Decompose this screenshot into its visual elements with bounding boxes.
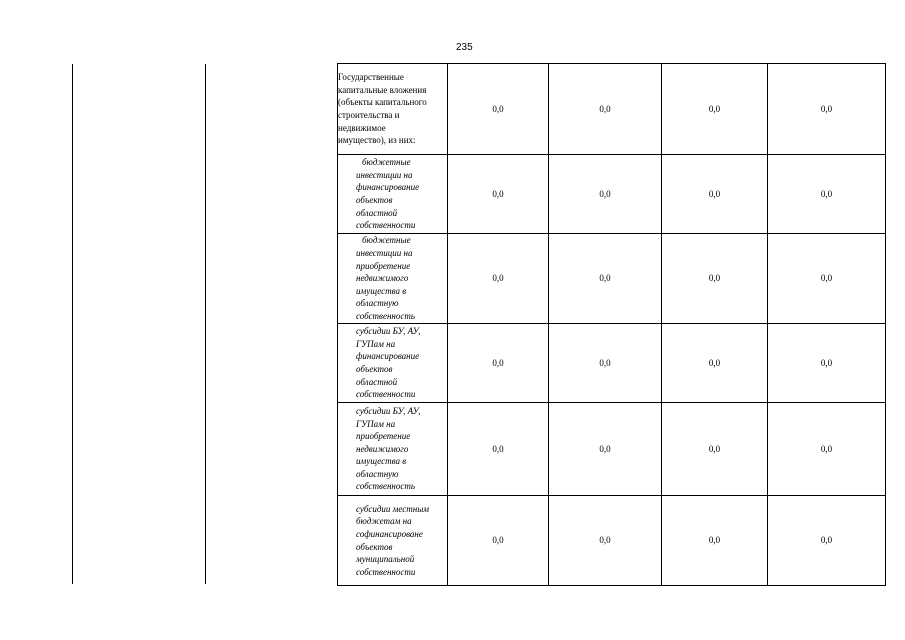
value-cell: 0,0 [448,324,549,403]
value-cell: 0,0 [448,496,549,586]
value-cell: 0,0 [448,234,549,324]
label-line: недвижимое [338,122,386,133]
label-line: областную [356,468,399,479]
value-cell: 0,0 [662,234,768,324]
label-line: собственности [356,566,416,577]
value-cell: 0,0 [549,234,662,324]
label-line: приобретение [356,431,411,442]
table-row [338,324,886,403]
label-line: имущества в [356,285,407,296]
label-line: строительства и [338,110,400,120]
label-line: капитальные вложения [338,84,427,95]
label-line: областной [356,207,398,218]
label-line: приобретение [356,260,411,271]
label-line: недвижимого [356,273,409,284]
value-cell: 0,0 [768,155,886,234]
label-line: областной [356,376,398,387]
label-line: субсидии местным [356,503,430,514]
value-cell: 0,0 [768,403,886,496]
row-label [338,324,448,403]
label-line: (объекты капитального [338,97,427,108]
second-column-border [205,64,206,584]
label-line: объектов [356,541,393,552]
label-line: имущества в [356,456,407,467]
value-cell: 0,0 [768,324,886,403]
page-number: 235 [456,42,473,53]
value-cell: 0,0 [768,234,886,324]
value-cell: 0,0 [549,64,662,155]
label-line: ГУПам на [356,338,396,349]
label-line: собственность [356,481,415,492]
label-line: бюджетные [362,157,411,168]
label-line: собственности [356,389,416,400]
label-line: областную [356,298,399,309]
label-line: объектов [356,195,393,205]
row-label [338,64,448,155]
table-row [338,496,886,586]
value-cell: 0,0 [448,155,549,234]
label-line: бюджетные [362,235,411,246]
label-line: ГУПам на [356,418,396,429]
label-line: субсидии БУ, АУ, [356,326,421,337]
label-line: инвестиции на [356,248,413,259]
table-row [338,234,886,324]
table-row [338,155,886,234]
label-line: собственности [356,220,416,231]
row-label [338,403,448,496]
value-cell: 0,0 [662,64,768,155]
label-line: финансирование [356,182,420,193]
value-cell: 0,0 [662,324,768,403]
label-line: имущество), из них: [338,135,416,146]
label-line: недвижимого [356,443,409,454]
label-line: инвестиции на [356,169,413,180]
value-cell: 0,0 [549,324,662,403]
table-row [338,64,886,155]
label-line: финансирование [356,351,420,362]
label-line: собственность [356,310,415,321]
value-cell: 0,0 [448,64,549,155]
capital-investments-table [337,63,886,586]
left-column-border [72,64,73,584]
label-line: объектов [356,364,393,374]
value-cell: 0,0 [662,155,768,234]
row-label [338,496,448,586]
value-cell: 0,0 [768,496,886,586]
table-row [338,403,886,496]
label-line: Государственные [338,72,404,83]
value-cell: 0,0 [549,403,662,496]
label-line: бюджетам на [356,516,412,527]
value-cell: 0,0 [549,496,662,586]
value-cell: 0,0 [662,496,768,586]
value-cell: 0,0 [549,155,662,234]
label-line: субсидии БУ, АУ, [356,405,421,416]
label-line: софинансироване [356,528,423,539]
label-line: муниципальной [356,554,415,565]
row-label [338,234,448,324]
value-cell: 0,0 [662,403,768,496]
value-cell: 0,0 [768,64,886,155]
value-cell: 0,0 [448,403,549,496]
row-label [338,155,448,234]
